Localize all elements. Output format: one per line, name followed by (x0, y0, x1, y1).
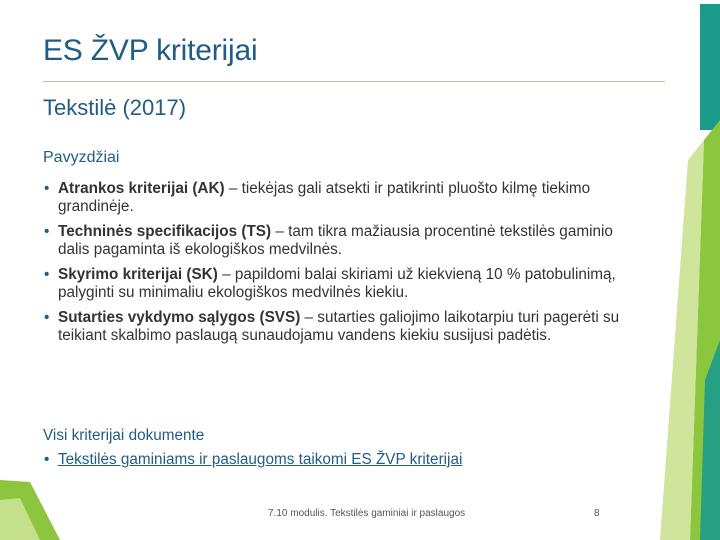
documents-list (43, 451, 462, 469)
bullet-icon: • (44, 223, 50, 240)
example-item-sk (43, 266, 643, 302)
bullet-icon: • (44, 451, 50, 468)
example-term: Techninės specifikacijos (TS) (58, 223, 272, 240)
example-text: – tam tikra mažiausia procentinė tekstilės gaminio dalis pagaminta iš ekologiškos medvilnės. (58, 223, 613, 258)
title-divider (43, 81, 665, 82)
example-item-ts (43, 223, 643, 259)
bullet-icon: • (44, 180, 50, 197)
criteria-document-link[interactable]: Tekstilės gaminiams ir paslaugoms taikomi ES ŽVP kriterijai (58, 451, 463, 468)
example-item-svs (43, 309, 643, 345)
example-text: – tiekėjas gali atsekti ir patikrinti pluošto kilmę tiekimo grandinėje. (58, 180, 591, 215)
example-text: – papildomi balai skiriami už kiekvieną 10 % patobulinimą, palyginti su minimaliu ekologiškos medvilnės kiekiu. (58, 266, 616, 301)
slide-subtitle: Tekstilė (2017) (43, 95, 187, 120)
example-term: Atrankos kriterijai (AK) (58, 180, 225, 197)
examples-list (43, 180, 643, 352)
example-text: – sutarties galiojimo laikotarpiu turi pagerėti su teikiant skalbimo paslaugą sunaudojamu vandens kiekiu susijusi padėtis. (58, 309, 620, 344)
top-right-teal-panel (700, 4, 720, 130)
documents-heading: Visi kriterijai dokumente (43, 427, 205, 444)
page-number: 8 (594, 508, 600, 519)
slide-footer-text: 7.10 modulis. Tekstilės gaminiai ir paslaugos (268, 508, 466, 519)
examples-heading: Pavyzdžiai (43, 149, 120, 166)
example-item-ak (43, 180, 643, 216)
bullet-icon: • (44, 309, 50, 326)
slide-title: ES ŽVP kriterijai (43, 34, 258, 67)
example-term: Skyrimo kriterijai (SK) (58, 266, 218, 283)
bullet-icon: • (44, 266, 50, 283)
document-item (43, 451, 462, 469)
example-term: Sutarties vykdymo sąlygos (SVS) (58, 309, 301, 326)
